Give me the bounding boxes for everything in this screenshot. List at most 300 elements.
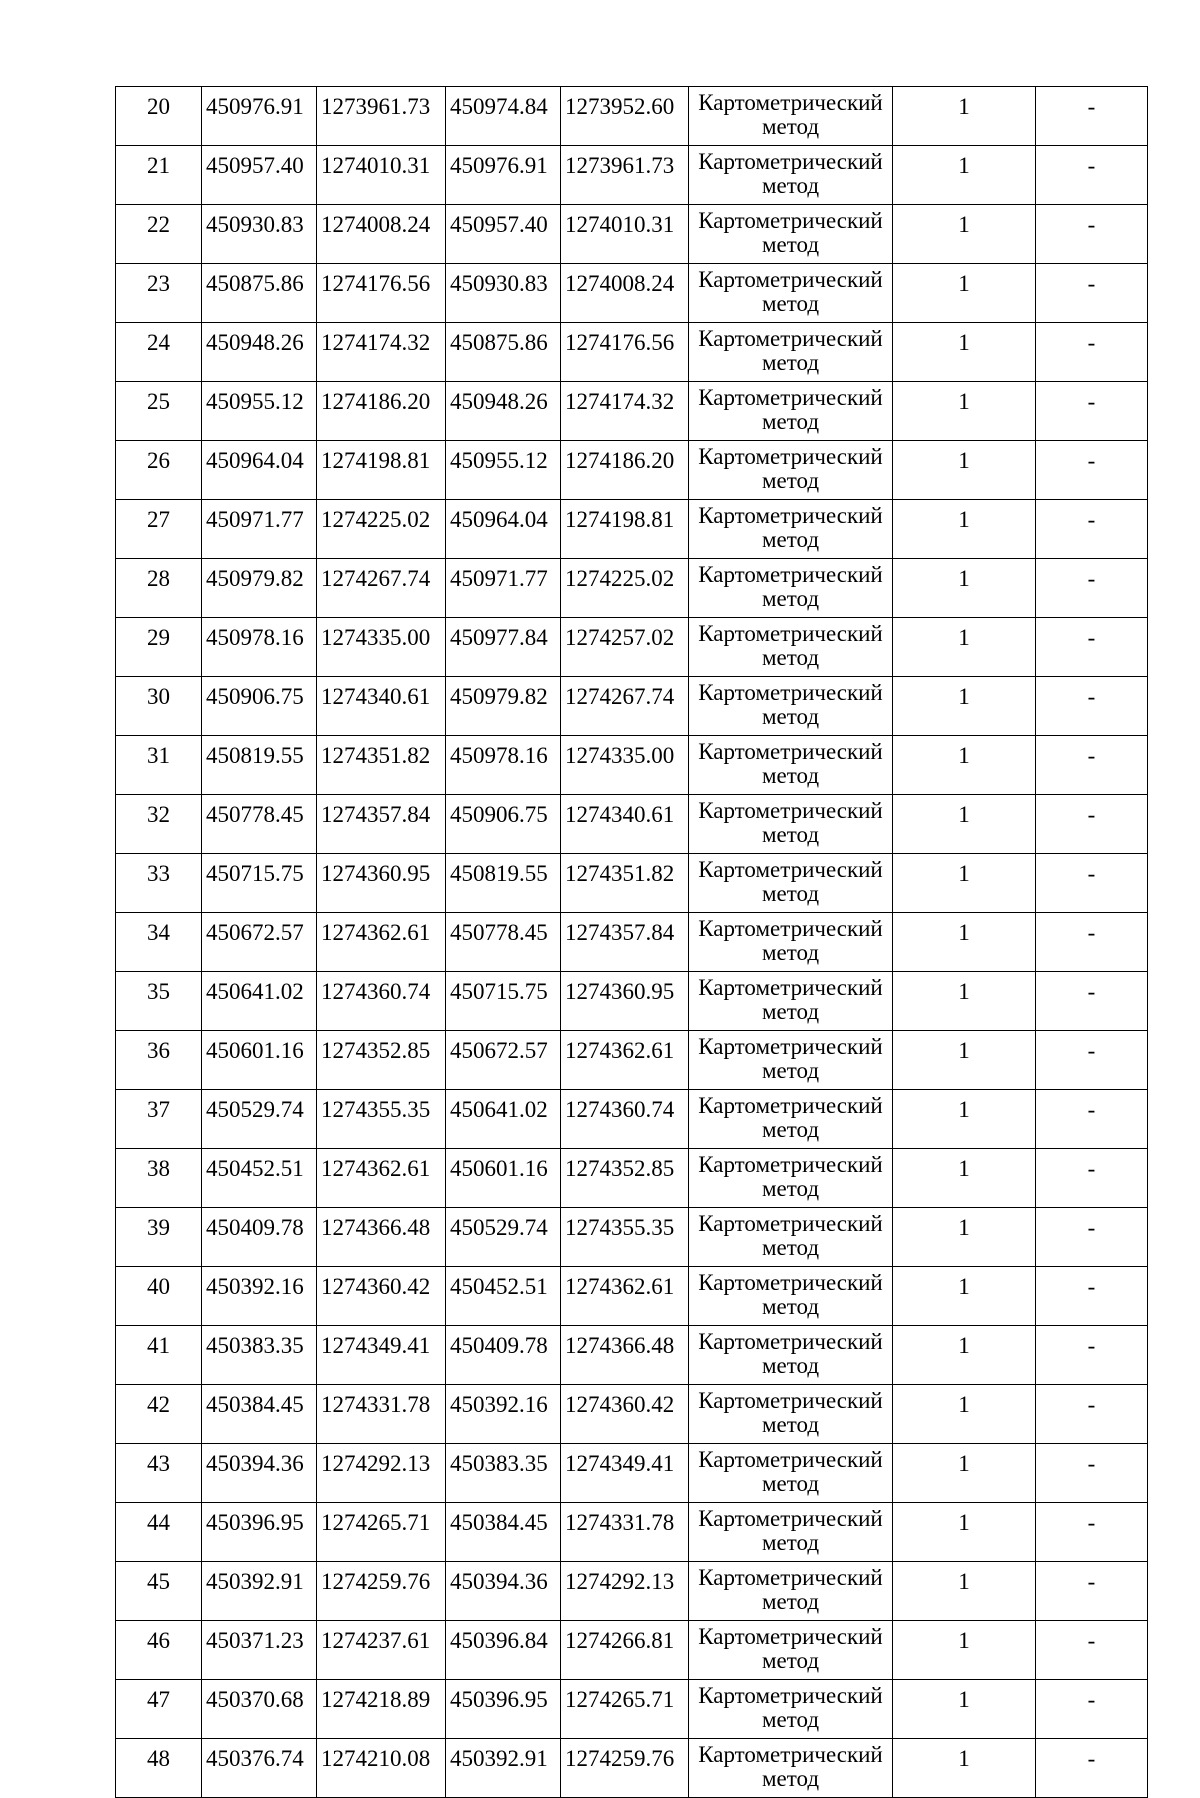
table-row xyxy=(116,87,1148,146)
note-cell: - xyxy=(1036,323,1148,382)
note-cell: - xyxy=(1036,559,1148,618)
prev-y-coordinate-cell: 1274360.74 xyxy=(561,1090,689,1149)
method-line-2: метод xyxy=(761,409,820,434)
accuracy-cell: 1 xyxy=(893,1031,1036,1090)
method-cell xyxy=(689,87,893,146)
prev-x-coordinate-cell: 450384.45 xyxy=(446,1503,561,1562)
note-cell: - xyxy=(1036,146,1148,205)
note-cell: - xyxy=(1036,1031,1148,1090)
method-line-2: метод xyxy=(761,763,820,788)
prev-x-coordinate-cell: 450409.78 xyxy=(446,1326,561,1385)
prev-x-coordinate-cell: 450672.57 xyxy=(446,1031,561,1090)
method-line-1: Картометрический xyxy=(698,1447,883,1472)
y-coordinate-cell: 1274352.85 xyxy=(317,1031,446,1090)
note-cell: - xyxy=(1036,1090,1148,1149)
point-number-cell: 39 xyxy=(116,1208,202,1267)
method-line-1: Картометрический xyxy=(698,385,883,410)
accuracy-cell: 1 xyxy=(893,146,1036,205)
method-line-2: метод xyxy=(761,645,820,670)
x-coordinate-cell: 450875.86 xyxy=(202,264,317,323)
prev-y-coordinate-cell: 1274352.85 xyxy=(561,1149,689,1208)
prev-x-coordinate-cell: 450906.75 xyxy=(446,795,561,854)
method-line-2: метод xyxy=(761,1707,820,1732)
accuracy-cell: 1 xyxy=(893,972,1036,1031)
method-cell xyxy=(689,382,893,441)
x-coordinate-cell: 450976.91 xyxy=(202,87,317,146)
method-line-2: метод xyxy=(761,1589,820,1614)
method-line-2: метод xyxy=(761,940,820,965)
method-cell xyxy=(689,1444,893,1503)
method-line-1: Картометрический xyxy=(698,739,883,764)
method-line-1: Картометрический xyxy=(698,1270,883,1295)
prev-x-coordinate-cell: 450977.84 xyxy=(446,618,561,677)
method-cell xyxy=(689,1149,893,1208)
accuracy-cell: 1 xyxy=(893,559,1036,618)
method-cell xyxy=(689,1503,893,1562)
point-number-cell: 36 xyxy=(116,1031,202,1090)
method-cell xyxy=(689,146,893,205)
prev-x-coordinate-cell: 450392.16 xyxy=(446,1385,561,1444)
note-cell: - xyxy=(1036,618,1148,677)
point-number-cell: 29 xyxy=(116,618,202,677)
y-coordinate-cell: 1274366.48 xyxy=(317,1208,446,1267)
prev-y-coordinate-cell: 1274349.41 xyxy=(561,1444,689,1503)
table-row xyxy=(116,441,1148,500)
table-row xyxy=(116,1267,1148,1326)
x-coordinate-cell: 450778.45 xyxy=(202,795,317,854)
method-cell xyxy=(689,677,893,736)
accuracy-cell: 1 xyxy=(893,677,1036,736)
method-line-1: Картометрический xyxy=(698,562,883,587)
x-coordinate-cell: 450384.45 xyxy=(202,1385,317,1444)
y-coordinate-cell: 1274267.74 xyxy=(317,559,446,618)
x-coordinate-cell: 450376.74 xyxy=(202,1739,317,1798)
prev-x-coordinate-cell: 450875.86 xyxy=(446,323,561,382)
prev-x-coordinate-cell: 450976.91 xyxy=(446,146,561,205)
note-cell: - xyxy=(1036,205,1148,264)
prev-y-coordinate-cell: 1274360.95 xyxy=(561,972,689,1031)
y-coordinate-cell: 1274174.32 xyxy=(317,323,446,382)
method-cell xyxy=(689,1326,893,1385)
x-coordinate-cell: 450930.83 xyxy=(202,205,317,264)
method-line-2: метод xyxy=(761,527,820,552)
table-row xyxy=(116,795,1148,854)
method-line-1: Картометрический xyxy=(698,857,883,882)
x-coordinate-cell: 450396.95 xyxy=(202,1503,317,1562)
y-coordinate-cell: 1274349.41 xyxy=(317,1326,446,1385)
prev-x-coordinate-cell: 450819.55 xyxy=(446,854,561,913)
note-cell: - xyxy=(1036,1385,1148,1444)
y-coordinate-cell: 1274237.61 xyxy=(317,1621,446,1680)
prev-x-coordinate-cell: 450715.75 xyxy=(446,972,561,1031)
method-line-1: Картометрический xyxy=(698,975,883,1000)
accuracy-cell: 1 xyxy=(893,264,1036,323)
x-coordinate-cell: 450906.75 xyxy=(202,677,317,736)
note-cell: - xyxy=(1036,500,1148,559)
accuracy-cell: 1 xyxy=(893,795,1036,854)
x-coordinate-cell: 450641.02 xyxy=(202,972,317,1031)
y-coordinate-cell: 1274210.08 xyxy=(317,1739,446,1798)
method-line-1: Картометрический xyxy=(698,503,883,528)
method-line-2: метод xyxy=(761,1176,820,1201)
table-row xyxy=(116,854,1148,913)
accuracy-cell: 1 xyxy=(893,500,1036,559)
method-cell xyxy=(689,913,893,972)
y-coordinate-cell: 1274265.71 xyxy=(317,1503,446,1562)
x-coordinate-cell: 450715.75 xyxy=(202,854,317,913)
y-coordinate-cell: 1274198.81 xyxy=(317,441,446,500)
prev-x-coordinate-cell: 450394.36 xyxy=(446,1562,561,1621)
y-coordinate-cell: 1274351.82 xyxy=(317,736,446,795)
y-coordinate-cell: 1274362.61 xyxy=(317,1149,446,1208)
table-body xyxy=(116,87,1148,1798)
point-number-cell: 47 xyxy=(116,1680,202,1739)
prev-y-coordinate-cell: 1274174.32 xyxy=(561,382,689,441)
method-cell xyxy=(689,1090,893,1149)
point-number-cell: 21 xyxy=(116,146,202,205)
note-cell: - xyxy=(1036,1326,1148,1385)
method-line-1: Картометрический xyxy=(698,444,883,469)
accuracy-cell: 1 xyxy=(893,87,1036,146)
method-cell xyxy=(689,559,893,618)
note-cell: - xyxy=(1036,1503,1148,1562)
point-number-cell: 26 xyxy=(116,441,202,500)
note-cell: - xyxy=(1036,795,1148,854)
x-coordinate-cell: 450409.78 xyxy=(202,1208,317,1267)
prev-x-coordinate-cell: 450979.82 xyxy=(446,677,561,736)
x-coordinate-cell: 450971.77 xyxy=(202,500,317,559)
method-line-2: метод xyxy=(761,822,820,847)
accuracy-cell: 1 xyxy=(893,1208,1036,1267)
method-line-1: Картометрический xyxy=(698,1683,883,1708)
point-number-cell: 35 xyxy=(116,972,202,1031)
method-line-1: Картометрический xyxy=(698,1211,883,1236)
method-line-2: метод xyxy=(761,1648,820,1673)
method-cell xyxy=(689,500,893,559)
table-row xyxy=(116,972,1148,1031)
point-number-cell: 23 xyxy=(116,264,202,323)
note-cell: - xyxy=(1036,677,1148,736)
prev-x-coordinate-cell: 450396.84 xyxy=(446,1621,561,1680)
point-number-cell: 30 xyxy=(116,677,202,736)
prev-y-coordinate-cell: 1274355.35 xyxy=(561,1208,689,1267)
prev-x-coordinate-cell: 450396.95 xyxy=(446,1680,561,1739)
prev-y-coordinate-cell: 1273961.73 xyxy=(561,146,689,205)
y-coordinate-cell: 1274218.89 xyxy=(317,1680,446,1739)
y-coordinate-cell: 1274360.42 xyxy=(317,1267,446,1326)
point-number-cell: 45 xyxy=(116,1562,202,1621)
y-coordinate-cell: 1274335.00 xyxy=(317,618,446,677)
method-line-1: Картометрический xyxy=(698,798,883,823)
prev-x-coordinate-cell: 450978.16 xyxy=(446,736,561,795)
prev-x-coordinate-cell: 450529.74 xyxy=(446,1208,561,1267)
x-coordinate-cell: 450964.04 xyxy=(202,441,317,500)
point-number-cell: 38 xyxy=(116,1149,202,1208)
method-line-2: метод xyxy=(761,1766,820,1791)
y-coordinate-cell: 1274292.13 xyxy=(317,1444,446,1503)
table-row xyxy=(116,264,1148,323)
x-coordinate-cell: 450979.82 xyxy=(202,559,317,618)
point-number-cell: 40 xyxy=(116,1267,202,1326)
note-cell: - xyxy=(1036,264,1148,323)
prev-y-coordinate-cell: 1274335.00 xyxy=(561,736,689,795)
method-line-2: метод xyxy=(761,468,820,493)
method-line-1: Картометрический xyxy=(698,149,883,174)
table-row xyxy=(116,677,1148,736)
prev-y-coordinate-cell: 1274198.81 xyxy=(561,500,689,559)
method-line-1: Картометрический xyxy=(698,1624,883,1649)
accuracy-cell: 1 xyxy=(893,205,1036,264)
accuracy-cell: 1 xyxy=(893,1739,1036,1798)
note-cell: - xyxy=(1036,1739,1148,1798)
point-number-cell: 33 xyxy=(116,854,202,913)
table-row xyxy=(116,1444,1148,1503)
x-coordinate-cell: 450394.36 xyxy=(202,1444,317,1503)
table-row xyxy=(116,559,1148,618)
prev-y-coordinate-cell: 1274257.02 xyxy=(561,618,689,677)
method-line-2: метод xyxy=(761,1294,820,1319)
note-cell: - xyxy=(1036,1444,1148,1503)
method-line-2: метод xyxy=(761,1353,820,1378)
accuracy-cell: 1 xyxy=(893,913,1036,972)
prev-x-coordinate-cell: 450948.26 xyxy=(446,382,561,441)
x-coordinate-cell: 450978.16 xyxy=(202,618,317,677)
method-line-1: Картометрический xyxy=(698,1742,883,1767)
y-coordinate-cell: 1274176.56 xyxy=(317,264,446,323)
table-row xyxy=(116,1090,1148,1149)
prev-y-coordinate-cell: 1274259.76 xyxy=(561,1739,689,1798)
y-coordinate-cell: 1274331.78 xyxy=(317,1385,446,1444)
method-line-2: метод xyxy=(761,999,820,1024)
prev-x-coordinate-cell: 450601.16 xyxy=(446,1149,561,1208)
table-row xyxy=(116,146,1148,205)
point-number-cell: 37 xyxy=(116,1090,202,1149)
note-cell: - xyxy=(1036,87,1148,146)
method-line-2: метод xyxy=(761,1117,820,1142)
prev-y-coordinate-cell: 1273952.60 xyxy=(561,87,689,146)
x-coordinate-cell: 450392.16 xyxy=(202,1267,317,1326)
method-cell xyxy=(689,1267,893,1326)
prev-y-coordinate-cell: 1274331.78 xyxy=(561,1503,689,1562)
y-coordinate-cell: 1274259.76 xyxy=(317,1562,446,1621)
method-line-1: Картометрический xyxy=(698,1329,883,1354)
note-cell: - xyxy=(1036,1680,1148,1739)
prev-x-coordinate-cell: 450930.83 xyxy=(446,264,561,323)
y-coordinate-cell: 1274357.84 xyxy=(317,795,446,854)
method-line-1: Картометрический xyxy=(698,1506,883,1531)
y-coordinate-cell: 1274355.35 xyxy=(317,1090,446,1149)
point-number-cell: 44 xyxy=(116,1503,202,1562)
note-cell: - xyxy=(1036,1562,1148,1621)
table-row xyxy=(116,1385,1148,1444)
table-row xyxy=(116,382,1148,441)
table-row xyxy=(116,1503,1148,1562)
x-coordinate-cell: 450955.12 xyxy=(202,382,317,441)
method-line-1: Картометрический xyxy=(698,208,883,233)
method-line-2: метод xyxy=(761,114,820,139)
point-number-cell: 48 xyxy=(116,1739,202,1798)
method-line-2: метод xyxy=(761,881,820,906)
prev-x-coordinate-cell: 450974.84 xyxy=(446,87,561,146)
accuracy-cell: 1 xyxy=(893,854,1036,913)
prev-y-coordinate-cell: 1274186.20 xyxy=(561,441,689,500)
note-cell: - xyxy=(1036,1208,1148,1267)
note-cell: - xyxy=(1036,854,1148,913)
method-line-2: метод xyxy=(761,1530,820,1555)
point-number-cell: 43 xyxy=(116,1444,202,1503)
method-line-2: метод xyxy=(761,173,820,198)
note-cell: - xyxy=(1036,736,1148,795)
method-line-1: Картометрический xyxy=(698,326,883,351)
method-line-1: Картометрический xyxy=(698,1034,883,1059)
prev-x-coordinate-cell: 450452.51 xyxy=(446,1267,561,1326)
prev-y-coordinate-cell: 1274265.71 xyxy=(561,1680,689,1739)
accuracy-cell: 1 xyxy=(893,441,1036,500)
prev-y-coordinate-cell: 1274357.84 xyxy=(561,913,689,972)
method-line-1: Картометрический xyxy=(698,1093,883,1118)
note-cell: - xyxy=(1036,972,1148,1031)
y-coordinate-cell: 1274340.61 xyxy=(317,677,446,736)
table-row xyxy=(116,736,1148,795)
y-coordinate-cell: 1274360.74 xyxy=(317,972,446,1031)
prev-y-coordinate-cell: 1274176.56 xyxy=(561,323,689,382)
x-coordinate-cell: 450452.51 xyxy=(202,1149,317,1208)
x-coordinate-cell: 450672.57 xyxy=(202,913,317,972)
note-cell: - xyxy=(1036,441,1148,500)
prev-y-coordinate-cell: 1274225.02 xyxy=(561,559,689,618)
point-number-cell: 28 xyxy=(116,559,202,618)
point-number-cell: 46 xyxy=(116,1621,202,1680)
y-coordinate-cell: 1274225.02 xyxy=(317,500,446,559)
method-line-2: метод xyxy=(761,1471,820,1496)
method-cell xyxy=(689,264,893,323)
y-coordinate-cell: 1273961.73 xyxy=(317,87,446,146)
point-number-cell: 24 xyxy=(116,323,202,382)
prev-x-coordinate-cell: 450955.12 xyxy=(446,441,561,500)
accuracy-cell: 1 xyxy=(893,1090,1036,1149)
method-line-2: метод xyxy=(761,232,820,257)
prev-x-coordinate-cell: 450778.45 xyxy=(446,913,561,972)
method-cell xyxy=(689,736,893,795)
prev-y-coordinate-cell: 1274362.61 xyxy=(561,1031,689,1090)
coordinates-table xyxy=(115,86,1148,1798)
y-coordinate-cell: 1274186.20 xyxy=(317,382,446,441)
x-coordinate-cell: 450392.91 xyxy=(202,1562,317,1621)
method-line-2: метод xyxy=(761,350,820,375)
accuracy-cell: 1 xyxy=(893,1680,1036,1739)
table-row xyxy=(116,323,1148,382)
table-row xyxy=(116,1208,1148,1267)
x-coordinate-cell: 450957.40 xyxy=(202,146,317,205)
prev-x-coordinate-cell: 450971.77 xyxy=(446,559,561,618)
method-cell xyxy=(689,1621,893,1680)
method-cell xyxy=(689,618,893,677)
accuracy-cell: 1 xyxy=(893,1562,1036,1621)
method-cell xyxy=(689,323,893,382)
accuracy-cell: 1 xyxy=(893,323,1036,382)
prev-x-coordinate-cell: 450957.40 xyxy=(446,205,561,264)
point-number-cell: 41 xyxy=(116,1326,202,1385)
method-cell xyxy=(689,1680,893,1739)
accuracy-cell: 1 xyxy=(893,1267,1036,1326)
accuracy-cell: 1 xyxy=(893,1621,1036,1680)
x-coordinate-cell: 450529.74 xyxy=(202,1090,317,1149)
method-line-1: Картометрический xyxy=(698,680,883,705)
accuracy-cell: 1 xyxy=(893,1385,1036,1444)
prev-x-coordinate-cell: 450392.91 xyxy=(446,1739,561,1798)
prev-y-coordinate-cell: 1274340.61 xyxy=(561,795,689,854)
prev-x-coordinate-cell: 450383.35 xyxy=(446,1444,561,1503)
method-cell xyxy=(689,795,893,854)
note-cell: - xyxy=(1036,1621,1148,1680)
accuracy-cell: 1 xyxy=(893,1326,1036,1385)
method-line-1: Картометрический xyxy=(698,1565,883,1590)
point-number-cell: 31 xyxy=(116,736,202,795)
point-number-cell: 25 xyxy=(116,382,202,441)
method-line-1: Картометрический xyxy=(698,916,883,941)
table-row xyxy=(116,913,1148,972)
method-cell xyxy=(689,205,893,264)
x-coordinate-cell: 450370.68 xyxy=(202,1680,317,1739)
prev-y-coordinate-cell: 1274362.61 xyxy=(561,1267,689,1326)
accuracy-cell: 1 xyxy=(893,382,1036,441)
accuracy-cell: 1 xyxy=(893,736,1036,795)
method-line-2: метод xyxy=(761,704,820,729)
method-cell xyxy=(689,1562,893,1621)
table-row xyxy=(116,1031,1148,1090)
y-coordinate-cell: 1274360.95 xyxy=(317,854,446,913)
table-row xyxy=(116,1621,1148,1680)
method-line-1: Картометрический xyxy=(698,1388,883,1413)
method-cell xyxy=(689,1739,893,1798)
method-line-2: метод xyxy=(761,1058,820,1083)
prev-y-coordinate-cell: 1274292.13 xyxy=(561,1562,689,1621)
x-coordinate-cell: 450819.55 xyxy=(202,736,317,795)
note-cell: - xyxy=(1036,1267,1148,1326)
y-coordinate-cell: 1274010.31 xyxy=(317,146,446,205)
point-number-cell: 22 xyxy=(116,205,202,264)
table-row xyxy=(116,618,1148,677)
method-cell xyxy=(689,854,893,913)
y-coordinate-cell: 1274362.61 xyxy=(317,913,446,972)
prev-y-coordinate-cell: 1274266.81 xyxy=(561,1621,689,1680)
point-number-cell: 20 xyxy=(116,87,202,146)
prev-y-coordinate-cell: 1274008.24 xyxy=(561,264,689,323)
table-row xyxy=(116,1326,1148,1385)
point-number-cell: 27 xyxy=(116,500,202,559)
prev-y-coordinate-cell: 1274366.48 xyxy=(561,1326,689,1385)
table-row xyxy=(116,1149,1148,1208)
method-line-1: Картометрический xyxy=(698,267,883,292)
y-coordinate-cell: 1274008.24 xyxy=(317,205,446,264)
prev-x-coordinate-cell: 450641.02 xyxy=(446,1090,561,1149)
x-coordinate-cell: 450383.35 xyxy=(202,1326,317,1385)
table-row xyxy=(116,1680,1148,1739)
accuracy-cell: 1 xyxy=(893,1444,1036,1503)
accuracy-cell: 1 xyxy=(893,618,1036,677)
table-row xyxy=(116,1562,1148,1621)
note-cell: - xyxy=(1036,1149,1148,1208)
method-line-2: метод xyxy=(761,1412,820,1437)
point-number-cell: 34 xyxy=(116,913,202,972)
point-number-cell: 32 xyxy=(116,795,202,854)
method-line-1: Картометрический xyxy=(698,90,883,115)
method-line-2: метод xyxy=(761,586,820,611)
method-cell xyxy=(689,441,893,500)
method-line-2: метод xyxy=(761,291,820,316)
method-cell xyxy=(689,972,893,1031)
prev-y-coordinate-cell: 1274010.31 xyxy=(561,205,689,264)
